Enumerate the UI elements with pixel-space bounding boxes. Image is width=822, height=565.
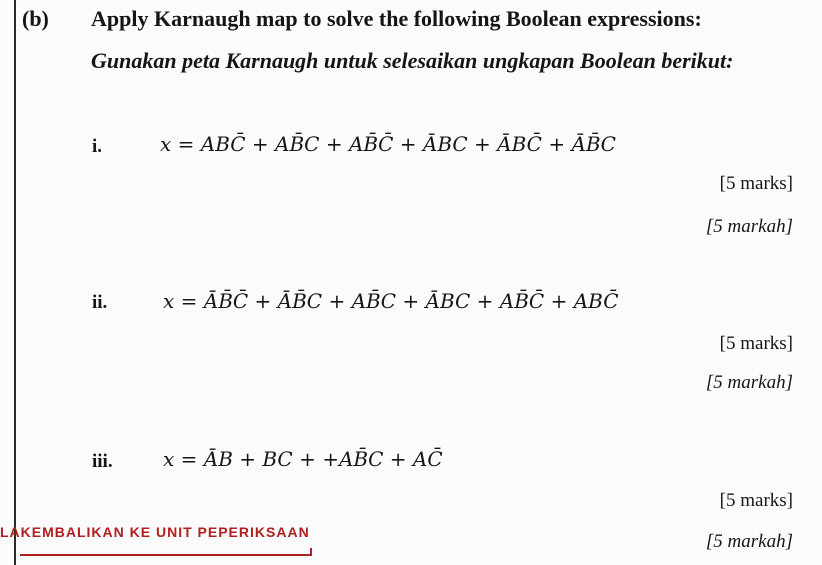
marks-english: [5 marks] bbox=[719, 333, 793, 354]
heading-malay: Gunakan peta Karnaugh untuk selesaikan ungkapan Boolean berikut: bbox=[91, 48, 734, 73]
boolean-expression: x = ĀB + BC + +AB̄C + AC̄ bbox=[163, 447, 443, 471]
marks-english: [5 marks] bbox=[719, 173, 793, 194]
heading-english: Apply Karnaugh map to solve the following Boolean expressions: bbox=[91, 6, 702, 31]
return-stamp: LAKEMBALIKAN KE UNIT PEPERIKSAAN bbox=[0, 524, 310, 540]
boolean-expression: x = ABC̄ + AB̄C + AB̄C̄ + ĀBC + ĀBC̄ + ĀB̄C bbox=[160, 132, 616, 156]
marks-malay: [5 markah] bbox=[705, 216, 793, 237]
marks-malay: [5 markah] bbox=[705, 531, 793, 552]
page-margin-line bbox=[14, 0, 16, 565]
stamp-border bbox=[20, 548, 312, 556]
item-number: ii. bbox=[92, 292, 108, 313]
marks-malay: [5 markah] bbox=[705, 372, 793, 393]
boolean-expression: x = ĀB̄C̄ + ĀB̄C + AB̄C + ĀBC + AB̄C̄ + ABC̄ bbox=[163, 289, 619, 313]
item-number: iii. bbox=[92, 451, 113, 472]
item-number: i. bbox=[92, 136, 103, 157]
part-label: (b) bbox=[22, 6, 49, 31]
marks-english: [5 marks] bbox=[719, 490, 793, 511]
